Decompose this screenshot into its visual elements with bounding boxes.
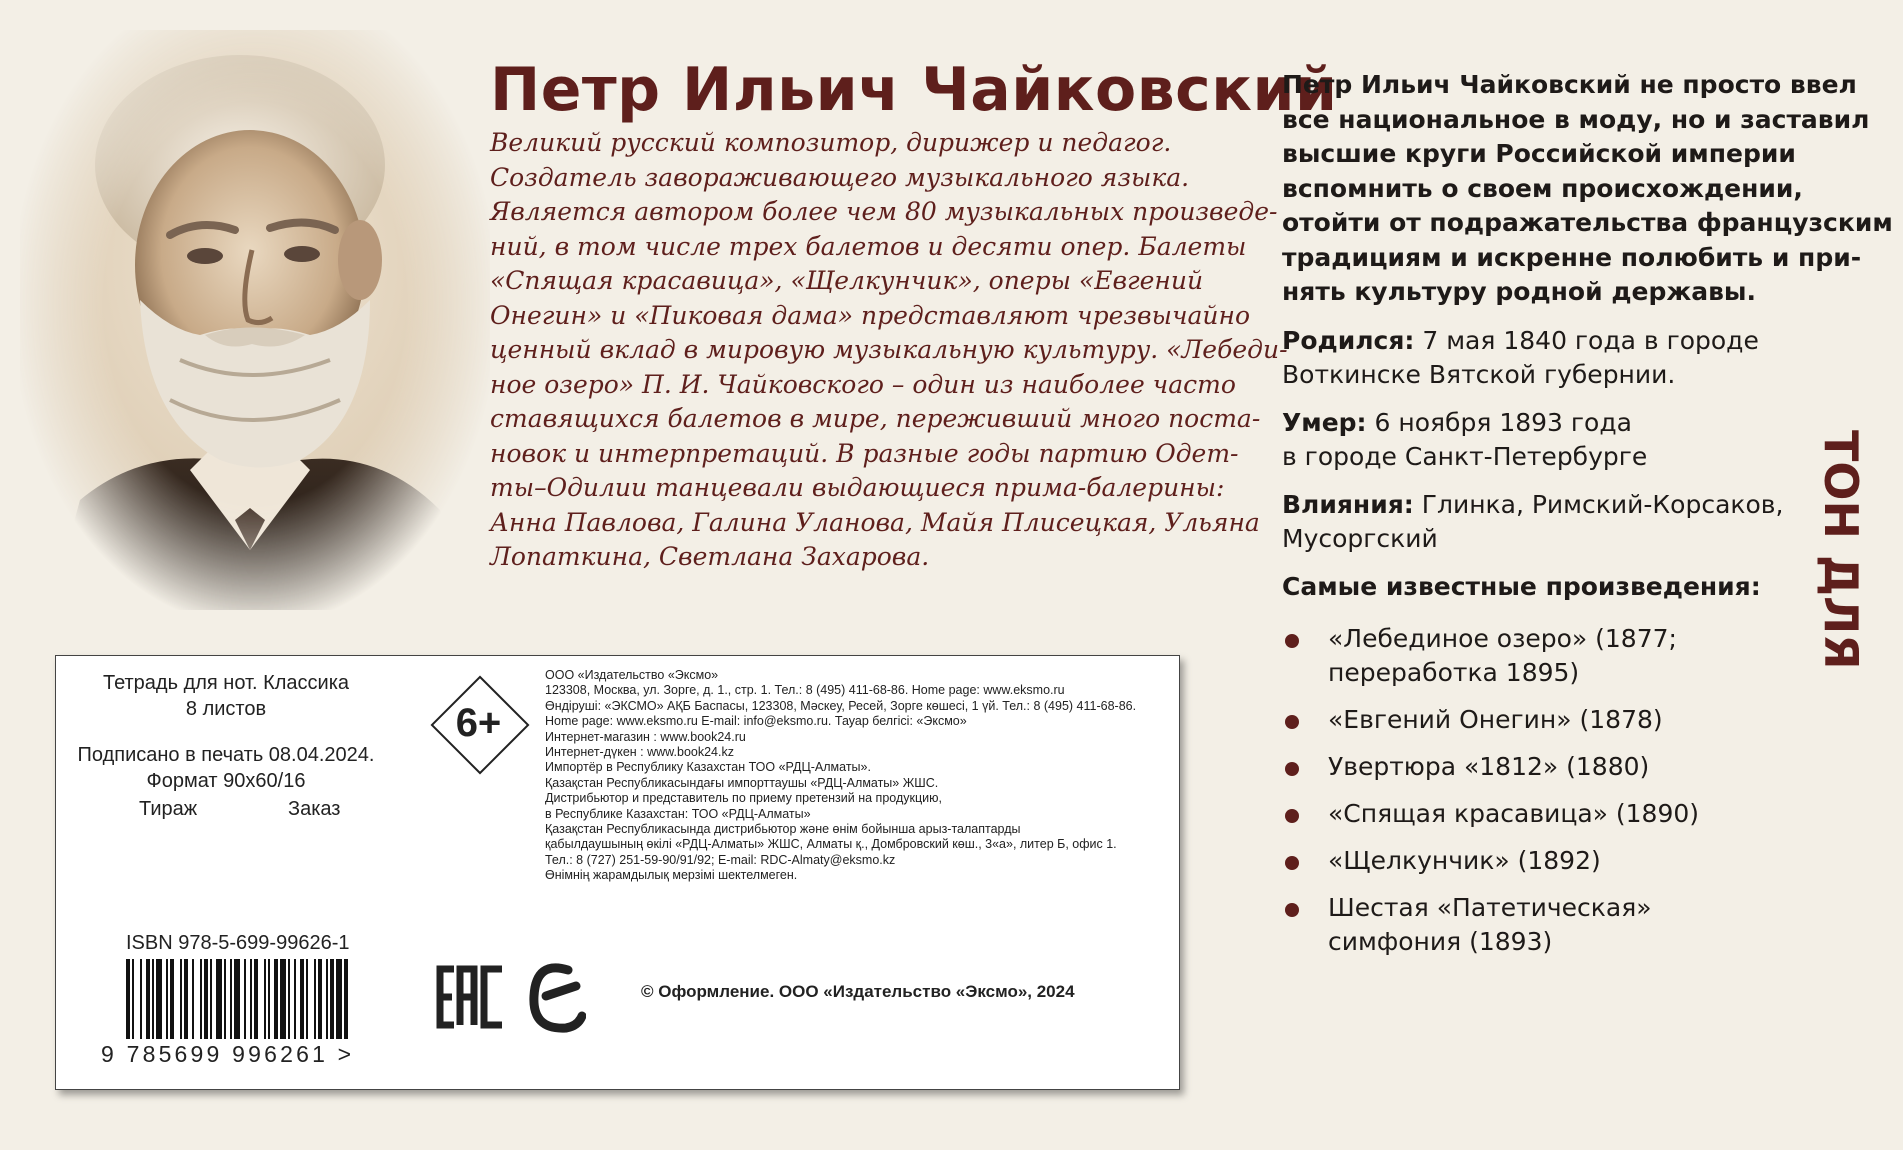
died-fact (1282, 406, 1862, 474)
intro-line: отойти от подражательства французским (1282, 208, 1893, 237)
bio-line: ценный вклад в мировую музыкальную культуру. «Лебеди- (490, 335, 1288, 364)
intro-line: все национальное в моду, но и заставил (1282, 104, 1870, 134)
bullet-icon (1285, 903, 1299, 917)
copyright: © Оформление. ООО «Издательство «Эксмо», 2024 (641, 982, 1075, 1001)
born-value: 7 мая 1840 года в городе (1414, 325, 1759, 355)
works-list (1282, 622, 1862, 959)
page-title: Петр Ильич Чайковский (490, 55, 1338, 125)
legal-info: ООО «Издательство «Эксмо» 123308, Москва, ул. Зорге, д. 1., стр. 1. Тел.: 8 (495) 411-68-86. Home page: www.eksmo.ru Өндіруші: «ЭКСМО» АҚБ Баспасы, 123308, Мәскеу, Ресей, Зорге көшесі, 1 үй. Тел.: 8 (495) 411-68-86. Home page: www.eksmo.ru E-mail: info@eksmo.ru. Тауар белгісі: «Эксмо» Интернет-магазин : www.book24.ru Интернет-дүкен : www.book24.kz Импортёр в Республику Казахстан ТОО «РДЦ-Алматы». Қазақстан Республикасындағы импорттаушы «РДЦ-Алматы» ЖШС. Дистрибьютор и представитель по приему претензий на продукцию, в Республике Казахстан: ТОО «РДЦ-Алматы» Қазақстан Республикасында дистрибьютор және өнім бойынша арыз-талаптарды қабылдаушының өкілі «РДЦ-Алматы» ЖШС, Алматы қ., Домбровский көш., 3«а», литер Б, офис 1. Тел.: 8 (727) 251-59-90/91/92; E-mail: RDC-Almaty@eksmo.kz Өнімнің жарамдылық мерзімі шектелмеген. (545, 668, 1137, 883)
influences-value-2: Мусоргский (1282, 523, 1438, 553)
born-fact (1282, 324, 1862, 392)
facts-column (1282, 68, 1893, 972)
bio-line: Онегин» и «Пиковая дама» представляют чрезвычайно (490, 300, 1251, 330)
intro-line: высшие круги Российской империи (1282, 139, 1796, 168)
bio-line: Великий русский композитор, дирижер и педагог. (490, 128, 1172, 157)
composer-portrait (20, 30, 490, 610)
intro-line: традициям и искренне полюбить и при- (1282, 242, 1862, 272)
bullet-icon (1285, 715, 1299, 729)
product-info (56, 670, 396, 794)
bio-line: Создатель завораживающего музыкального языка. (490, 162, 1190, 192)
influences-label: Влияния: (1282, 489, 1414, 519)
spine-text: ТОН ДЛЯ (1814, 430, 1868, 670)
list-item: «Евгений Онегин» (1878) (1282, 703, 1862, 737)
paper-format: Формат 90х60/16 (146, 770, 306, 792)
product-name: Тетрадь для нот. Классика (102, 672, 350, 694)
list-item: «Лебединое озеро» (1877; переработка 1895) (1282, 622, 1862, 690)
intro-paragraph (1282, 68, 1893, 310)
bullet-icon (1285, 634, 1299, 648)
bio-line: Лопаткина, Светлана Захарова. (490, 542, 930, 571)
died-value: 6 ноября 1893 года (1366, 407, 1632, 437)
bio-line: ты–Одилии танцевали выдающиеся прима-балерины: (490, 473, 1225, 502)
influences-value: Глинка, Римский-Корсаков, (1413, 489, 1784, 519)
signed-date: Подписано в печать 08.04.2024. (77, 744, 375, 766)
died-value-2: в городе Санкт-Петербурге (1282, 441, 1648, 471)
influences-fact (1282, 488, 1862, 556)
eac-mark-icon (436, 961, 506, 1033)
died-label: Умер: (1282, 407, 1367, 437)
bio-line: ний, в том числе трех балетов и десяти опер. Балеты (490, 231, 1247, 261)
eksmo-logo-icon (526, 956, 586, 1036)
list-item: Увертюра «1812» (1880) (1282, 750, 1862, 784)
age-rating-badge (431, 676, 526, 771)
bio-line: ставящихся балетов в мире, переживший много поста- (490, 404, 1261, 433)
barcode-digits: 9 785699 996261 > (101, 1041, 355, 1067)
list-item: Шестая «Патетическая» симфония (1893) (1282, 891, 1862, 959)
imprint-box (55, 655, 1180, 1090)
list-item: «Спящая красавица» (1890) (1282, 797, 1862, 831)
born-label: Родился: (1282, 325, 1415, 355)
born-value-2: Воткинске Вятской губернии. (1282, 359, 1676, 389)
order-label: Заказ (288, 798, 341, 820)
bullet-icon (1285, 762, 1299, 776)
bio-line: Анна Павлова, Галина Уланова, Майя Плисецкая, Ульяна (490, 507, 1260, 537)
intro-line: Петр Ильич Чайковский не просто ввел (1282, 70, 1857, 99)
biography (490, 126, 1288, 575)
bio-line: «Спящая красавица», «Щелкунчик», оперы «Евгений (490, 266, 1204, 295)
circulation-label: Тираж (139, 798, 198, 820)
bio-line: Является автором более чем 80 музыкальных произведе- (490, 197, 1278, 226)
age-rating: 6+ (455, 701, 502, 745)
works-heading: Самые известные произведения: (1282, 571, 1761, 601)
sheet-count: 8 листов (185, 698, 267, 720)
isbn: ISBN 978-5-699-99626-1 (126, 932, 350, 954)
barcode (126, 959, 421, 1039)
bio-line: новок и интерпретаций. В разные годы партию Одет- (490, 438, 1239, 468)
bio-line: ное озеро» П. И. Чайковского – один из наиболее часто (490, 369, 1236, 399)
intro-line: нять культуру родной державы. (1282, 277, 1757, 306)
intro-line: вспомнить о своем происхождении, (1282, 173, 1803, 203)
list-item: «Щелкунчик» (1892) (1282, 844, 1862, 878)
bullet-icon (1285, 856, 1299, 870)
bullet-icon (1285, 809, 1299, 823)
